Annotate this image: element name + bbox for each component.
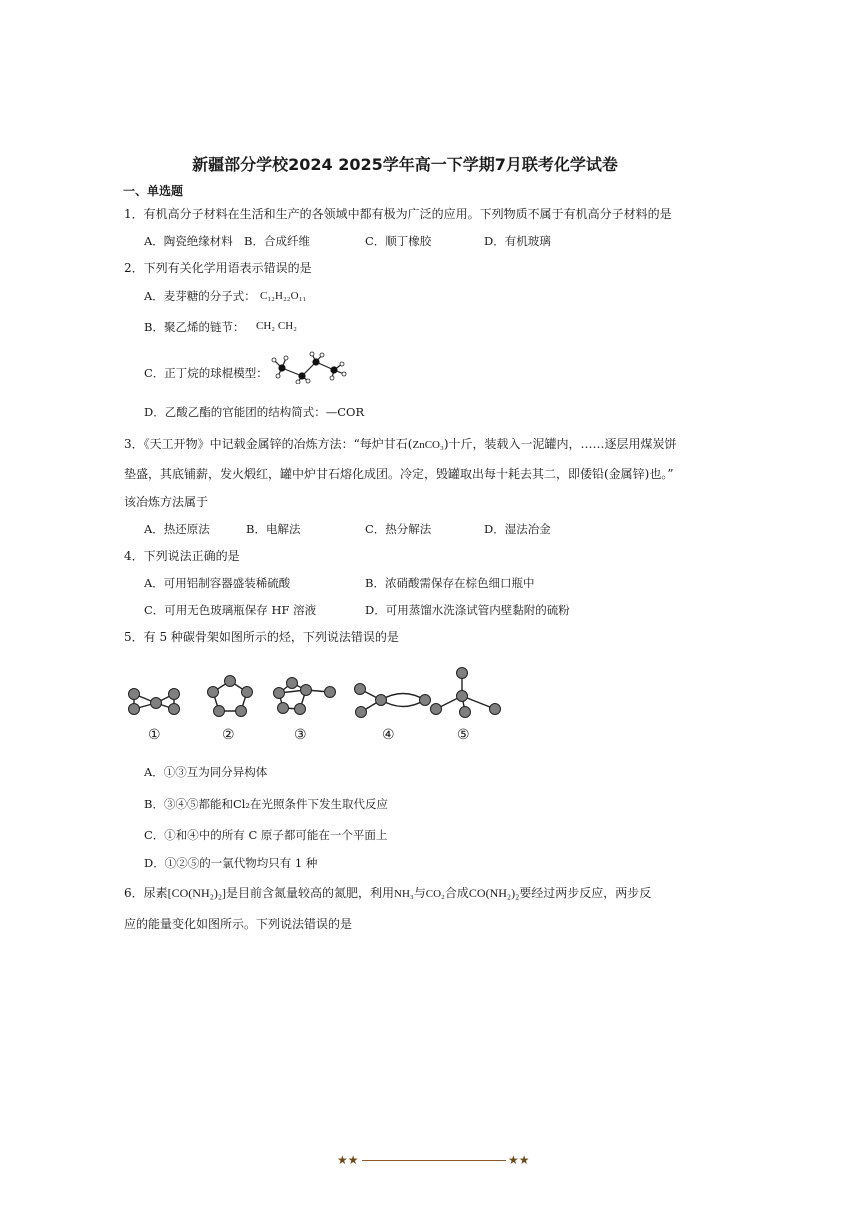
- q6-line2: 应的能量变化如图所示。下列说法错误的是: [124, 917, 353, 931]
- q5-option-a: A．①③互为同分异构体: [144, 765, 268, 779]
- section-heading: 一、单选题: [123, 184, 184, 198]
- footer-stars-left: ★★: [337, 1153, 359, 1167]
- q3-option-a: A．热还原法: [144, 522, 210, 536]
- q1-stem: 1．有机高分子材料在生活和生产的各领域中都有极为广泛的应用。下列物质不属于有机高分子材料的是: [124, 207, 672, 221]
- butane-ball-stick-model: [268, 350, 350, 384]
- skeleton-label-4: ④: [382, 727, 395, 743]
- skeleton-label-3: ③: [294, 727, 307, 743]
- q3-line1-start: 3．《天工开物》中记载金属锌的冶炼方法：“每炉甘石(: [124, 437, 413, 451]
- skeleton-label-1: ①: [148, 727, 161, 743]
- q3-line1: [124, 436, 677, 453]
- q6-urea-formula-2: CO(NH₂)₂: [468, 886, 520, 900]
- q4-option-b: B．浓硝酸需保存在棕色细口瓶中: [365, 576, 535, 590]
- q2-option-d: D．乙酸乙酯的官能团的结构简式：—COR: [144, 405, 365, 419]
- q3-option-d: D．湿法冶金: [484, 522, 551, 536]
- q2-polyethylene-unit: CH₂ CH₂: [256, 320, 297, 332]
- q4-option-a: A．可用铝制容器盛装稀硫酸: [144, 576, 291, 590]
- q3-line3: 该冶炼方法属于: [124, 495, 209, 509]
- q6-line1-e: 要经过两步反应，两步反: [519, 886, 652, 900]
- q1-option-d: D．有机玻璃: [484, 234, 551, 248]
- carbon-skeleton-diagrams: [120, 665, 520, 725]
- q4-stem: 4．下列说法正确的是: [124, 549, 240, 563]
- q6-line1-d: 合成: [444, 886, 469, 900]
- q5-option-b: B．③④⑤都能和Cl₂在光照条件下发生取代反应: [144, 797, 389, 811]
- q3-option-b: B．电解法: [246, 522, 301, 536]
- q5-stem: 5．有 5 种碳骨架如图所示的烃，下列说法错误的是: [124, 630, 399, 644]
- q2-stem: 2．下列有关化学用语表示错误的是: [124, 261, 312, 275]
- footer-divider: [362, 1160, 506, 1161]
- q2-option-c: C．正丁烷的球棍模型：: [144, 366, 268, 380]
- q6-line1-a: 6．尿素: [124, 886, 168, 900]
- q4-option-d: D．可用蒸馏水洗涤试管内壁黏附的硫粉: [365, 603, 570, 617]
- skeleton-label-2: ②: [222, 727, 235, 743]
- q2-option-b: B．聚乙烯的链节：: [144, 320, 245, 334]
- q6-line1: [124, 885, 651, 902]
- q3-line1-end: )十斤，装载入一泥罐内，……逐层用煤炭饼: [443, 437, 677, 451]
- q4-option-c: C．可用无色玻璃瓶保存 HF 溶液: [144, 603, 317, 617]
- q6-ammonia: NH₃: [394, 888, 414, 900]
- q3-line2: 垫盛，其底铺薪，发火煅红，罐中炉甘石熔化成团。冷定，毁罐取出每十耗去其二，即倭铅(金属锌)也。”: [124, 467, 674, 481]
- q2-maltose-formula: C₁₂H₂₂O₁₁: [260, 290, 307, 302]
- q6-co2: CO₂: [425, 888, 445, 900]
- q2-option-a: A．麦芽糖的分子式：: [144, 289, 256, 303]
- q1-option-a: A．陶瓷绝缘材料: [144, 234, 233, 248]
- q6-line1-c: 与: [413, 886, 426, 900]
- q1-option-c: C．顺丁橡胶: [365, 234, 432, 248]
- q1-option-b: B．合成纤维: [244, 234, 310, 248]
- q3-option-c: C．热分解法: [365, 522, 432, 536]
- footer-stars-right: ★★: [508, 1153, 530, 1167]
- skeleton-label-5: ⑤: [457, 727, 470, 743]
- q5-option-c: C．①和④中的所有 C 原子都可能在一个平面上: [144, 828, 388, 842]
- q3-zinc-carbonate: ZnCO₃: [412, 439, 444, 451]
- q5-option-d: D．①②⑤的一氯代物均只有 1 种: [144, 856, 318, 870]
- exam-title: 新疆部分学校2024 2025学年高一下学期7月联考化学试卷: [192, 155, 618, 174]
- q6-line1-b: 是目前含氮量较高的氮肥，利用: [226, 886, 395, 900]
- q6-urea-formula: [CO(NH₂)₂]: [167, 886, 226, 900]
